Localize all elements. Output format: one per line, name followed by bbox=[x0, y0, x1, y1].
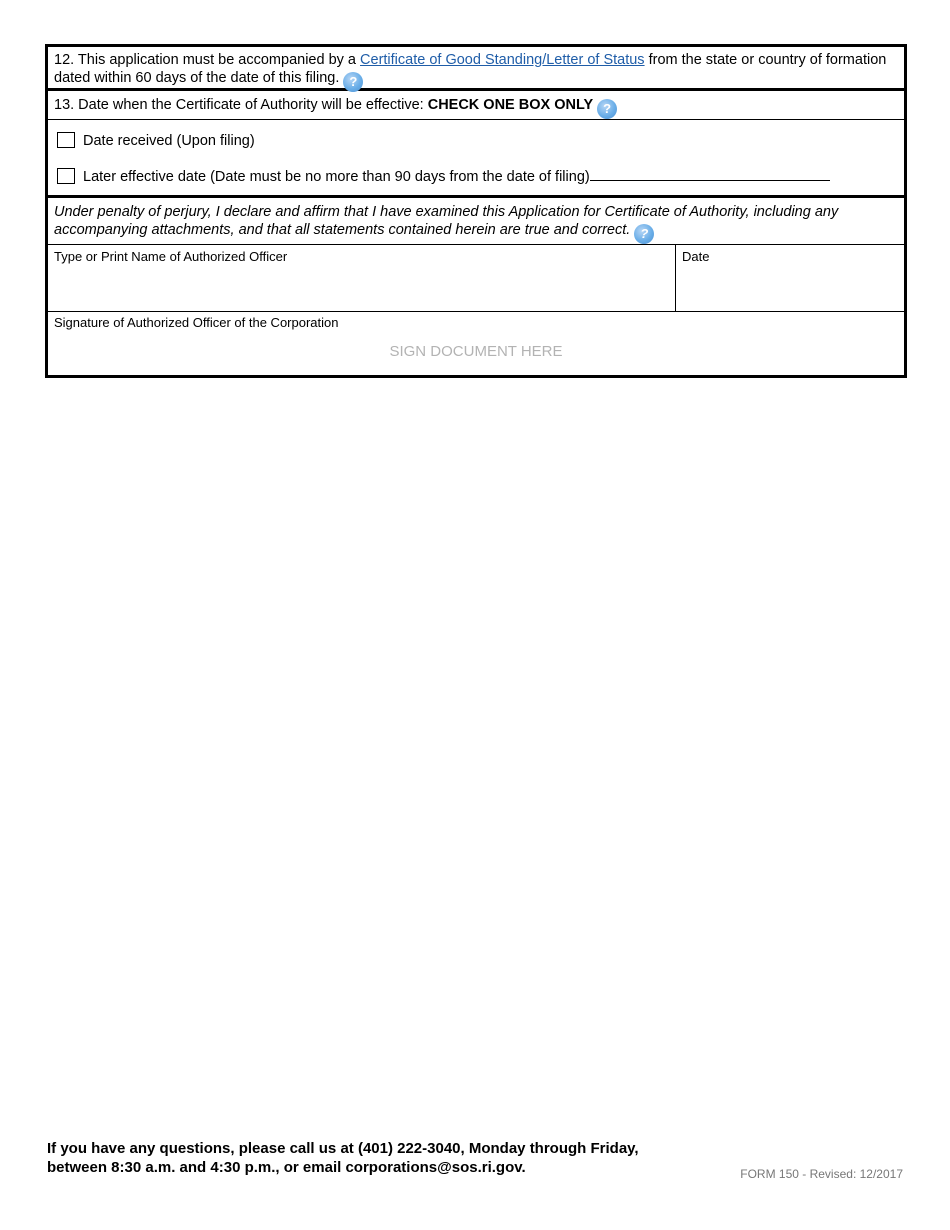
footer-line-1: If you have any questions, please call us at (401) 222-3040, Monday through Friday, bbox=[47, 1140, 639, 1157]
section-13 bbox=[48, 91, 904, 120]
effective-date-options bbox=[48, 120, 904, 198]
date-field[interactable] bbox=[676, 245, 904, 311]
signature-label: Signature of Authorized Officer of the Corporation bbox=[54, 315, 339, 330]
section-12-prefix: 12. This application must be accompanied by a bbox=[54, 52, 361, 68]
section-13-text: 13. Date when the Certificate of Authority will be effective: bbox=[54, 97, 428, 113]
footer-contact bbox=[47, 1139, 639, 1177]
help-icon[interactable]: ? bbox=[343, 72, 363, 92]
date-label: Date bbox=[682, 249, 710, 264]
signature-row bbox=[48, 312, 904, 375]
section-12-suffix: from the state or country of formation dated within 60 days of the date of this filing. bbox=[54, 52, 887, 86]
later-date-input[interactable] bbox=[590, 168, 830, 181]
footer-line-2: between 8:30 a.m. and 4:30 p.m., or email corporations@sos.ri.gov. bbox=[47, 1159, 526, 1176]
sign-document-button[interactable]: SIGN DOCUMENT HERE bbox=[389, 343, 563, 360]
later-date-checkbox[interactable] bbox=[57, 168, 75, 184]
form-number: FORM 150 - Revised: 12/2017 bbox=[740, 1167, 903, 1181]
certificate-of-authority-form bbox=[45, 44, 907, 378]
certificate-good-standing-link[interactable]: Certificate of Good Standing/Letter of Status bbox=[360, 52, 645, 68]
section-12 bbox=[48, 47, 904, 91]
officer-name-field[interactable] bbox=[48, 245, 676, 311]
officer-name-row bbox=[48, 245, 904, 312]
help-icon[interactable]: ? bbox=[597, 99, 617, 119]
date-received-label: Date received (Upon filing) bbox=[83, 133, 255, 149]
declaration bbox=[48, 198, 904, 245]
date-received-checkbox[interactable] bbox=[57, 132, 75, 148]
officer-name-label: Type or Print Name of Authorized Officer bbox=[54, 249, 288, 264]
section-13-instruction: CHECK ONE BOX ONLY bbox=[427, 97, 594, 113]
help-icon[interactable]: ? bbox=[634, 224, 654, 244]
later-date-label: Later effective date (Date must be no more than 90 days from the date of filing) bbox=[83, 169, 590, 185]
option-later-effective-date bbox=[57, 168, 830, 186]
declaration-text: Under penalty of perjury, I declare and affirm that I have examined this Application for Certificate of Authority, including any accompanying attachments, and that all statements contained herein are true and correct. bbox=[54, 204, 839, 238]
option-date-received bbox=[57, 132, 255, 150]
